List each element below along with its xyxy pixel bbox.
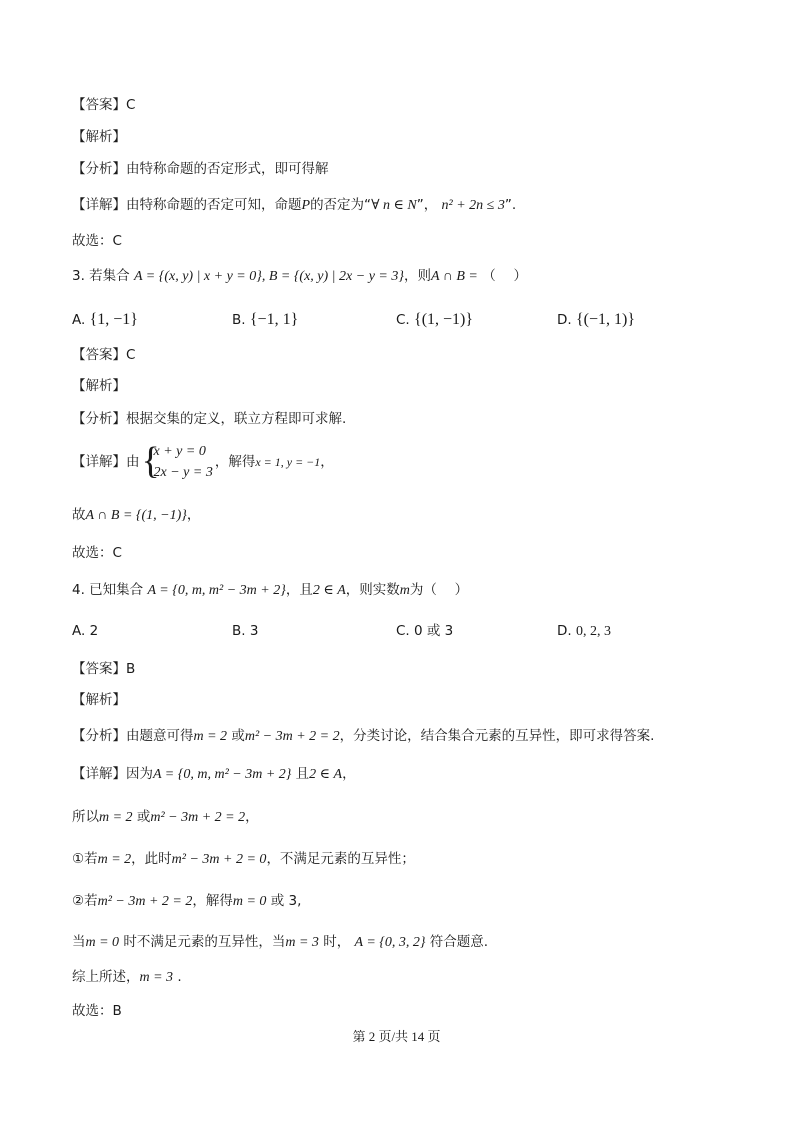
q4-dang-set: A = {0, 3, 2} bbox=[354, 935, 426, 950]
q4-fenxi-e1: m = 2 bbox=[193, 729, 228, 744]
q3-fenxi: 【分析】根据交集的定义，联立方程即可求解. bbox=[72, 411, 347, 427]
q3-gu-expr: A ∩ B = {(1, −1)} bbox=[85, 508, 187, 523]
q3-stem-end: （ ） bbox=[482, 268, 527, 284]
q4-dang-e1: m = 0 bbox=[85, 935, 120, 950]
q4-suoyi-e1: m = 2 bbox=[99, 810, 133, 825]
q3-option-b: B. {−1, 1} bbox=[232, 311, 299, 328]
q4-stem-prefix: 4. 已知集合 bbox=[72, 582, 144, 598]
q4-dang-e2: m = 3 bbox=[285, 935, 319, 950]
q3-option-a-value: {1, −1} bbox=[89, 311, 138, 328]
q4-xj-cond: 2 ∈ A bbox=[309, 767, 343, 782]
q4-zong-e: m = 3 bbox=[139, 970, 174, 985]
q3-analysis-head: 【解析】 bbox=[72, 378, 126, 394]
q2-sep: ”， bbox=[416, 197, 438, 213]
q3-option-c-value: {(1, −1)} bbox=[414, 311, 474, 328]
q4-option-c: C. 0 或 3 bbox=[396, 623, 454, 639]
q4-fenxi-e2: m² − 3m + 2 = 2 bbox=[244, 729, 340, 744]
q3-expr: A ∩ B = bbox=[430, 269, 478, 284]
q4-xiangjie: 【详解】因为A = {0, m, m² − 3m + 2} 且2 ∈ A， bbox=[72, 766, 356, 782]
q3-sets: A = {(x, y) | x + y = 0}, B = {(x, y) | 2x − y = 3} bbox=[133, 269, 404, 284]
q3-xiangjie-end: ， bbox=[320, 454, 334, 470]
q4-set: A = {0, m, m² − 3m + 2} bbox=[147, 583, 286, 598]
q4-fenxi: 【分析】由题意可得m = 2 或m² − 3m + 2 = 2，分类讨论，结合集合元素的互异性，即可求得答案. bbox=[72, 728, 655, 744]
q4-c2-e1: m² − 3m + 2 = 2 bbox=[97, 894, 193, 909]
q4-suoyi: 所以m = 2 或m² − 3m + 2 = 2， bbox=[72, 809, 259, 825]
q3-option-d-value: {(−1, 1)} bbox=[575, 311, 636, 328]
q4-dang: 当m = 0 时不满足元素的互异性，当m = 3 时， A = {0, 3, 2} 符合题意. bbox=[72, 934, 489, 950]
q3-option-d: D. {(−1, 1)} bbox=[557, 311, 636, 328]
q2-xiangjie bbox=[72, 195, 516, 216]
q4-case2: ②若m² − 3m + 2 = 2，解得m = 0 或 3, bbox=[72, 893, 302, 909]
q4-option-d-value: 0, 2, 3 bbox=[575, 624, 611, 639]
q3-xiangjie-prefix: 【详解】由 bbox=[72, 454, 140, 470]
q3-gu-end: ， bbox=[186, 507, 201, 523]
q2-xiangjie-text: 【详解】由特称命题的否定可知，命题 bbox=[72, 197, 302, 213]
page-footer: 第 2 页/共 14 页 bbox=[352, 1029, 441, 1044]
q2-answer: 【答案】C bbox=[72, 97, 136, 113]
q3-option-c: C. {(1, −1)} bbox=[396, 311, 474, 328]
q4-c1-e2: m² − 3m + 2 = 0 bbox=[171, 852, 267, 867]
q2-end: ”. bbox=[504, 197, 517, 213]
q3-system-row2: 2x − y = 3 bbox=[153, 465, 213, 480]
q4-case1: ①若m = 2，此时m² − 3m + 2 = 0，不满足元素的互异性； bbox=[72, 851, 415, 867]
q4-c1-e1: m = 2 bbox=[97, 852, 132, 867]
q3-equation-system bbox=[142, 441, 213, 483]
q4-stem-mid: ，且 bbox=[285, 582, 313, 598]
q2-math1: ∀ n ∈ N bbox=[371, 198, 417, 213]
q3-xiangjie bbox=[72, 441, 334, 483]
q3-guxuan: 故选：C bbox=[72, 545, 122, 561]
q2-analysis-head: 【解析】 bbox=[72, 129, 126, 145]
q3-option-b-value: {−1, 1} bbox=[249, 311, 299, 328]
q4-zong: 综上所述，m = 3 . bbox=[72, 969, 182, 985]
q4-c2-e2: m = 0 bbox=[232, 894, 267, 909]
q2-fenxi: 【分析】由特称命题的否定形式，即可得解 bbox=[72, 161, 329, 177]
q2-guxuan: 故选：C bbox=[72, 233, 122, 249]
q4-stem-end: 为（ ） bbox=[409, 582, 469, 598]
q2-xiangjie-mid: 的否定为“ bbox=[310, 197, 372, 213]
q4-guxuan: 故选：B bbox=[72, 1003, 122, 1019]
q4-analysis-head: 【解析】 bbox=[72, 692, 126, 708]
q4-cond: 2 ∈ A bbox=[312, 583, 346, 598]
q4-option-a: A. 2 bbox=[72, 623, 99, 639]
q3-stem-mid: ，则 bbox=[403, 268, 431, 284]
q3-answer: 【答案】C bbox=[72, 347, 136, 363]
q4-suoyi-e2: m² − 3m + 2 = 2 bbox=[150, 810, 246, 825]
q4-var: m bbox=[399, 583, 410, 598]
q3-gu bbox=[72, 505, 200, 526]
q4-stem bbox=[72, 580, 468, 601]
q4-stem-mid2: ，则实数 bbox=[345, 582, 400, 598]
q2-prop-p: P bbox=[301, 198, 311, 213]
q3-xiangjie-mid: ，解得 bbox=[214, 454, 256, 470]
q4-answer: 【答案】B bbox=[72, 661, 136, 677]
q2-math2: n² + 2n ≤ 3 bbox=[441, 198, 505, 213]
q3-stem bbox=[72, 266, 527, 287]
q3-system-row1: x + y = 0 bbox=[153, 444, 206, 459]
q3-gu-prefix: 故 bbox=[72, 507, 86, 523]
q3-solution: x = 1, y = −1 bbox=[255, 455, 321, 469]
q3-option-a: A. {1, −1} bbox=[72, 311, 138, 328]
q4-option-d: D. 0, 2, 3 bbox=[557, 623, 611, 639]
q4-xj-set: A = {0, m, m² − 3m + 2} bbox=[153, 767, 292, 782]
q3-stem-prefix: 3. 若集合 bbox=[72, 268, 130, 284]
left-brace-icon: { bbox=[141, 440, 160, 482]
q4-option-b: B. 3 bbox=[232, 623, 259, 639]
